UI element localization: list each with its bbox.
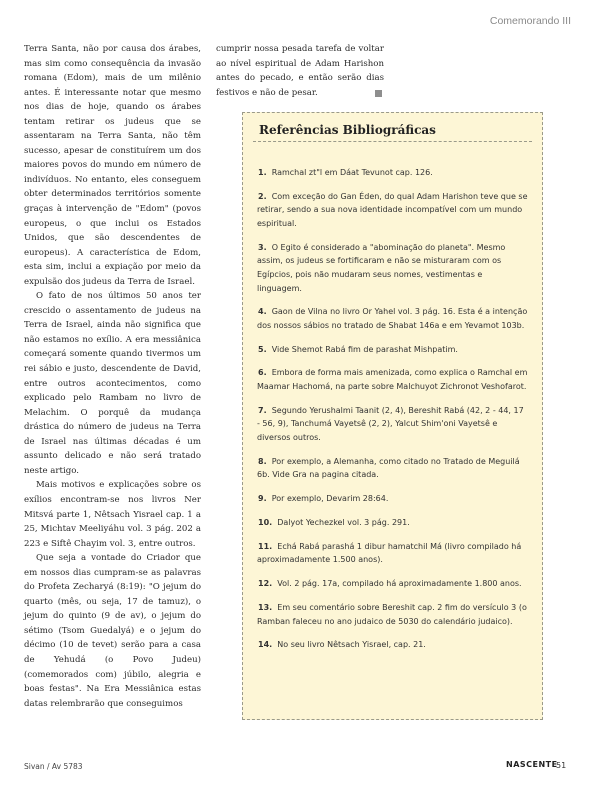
- reference-item: [257, 366, 529, 393]
- body-paragraph: Terra Santa, não por causa dos árabes, mas sim como consequência da invasão romana (Edom), mais de um milênio antes. É interessante notar que mesmo nos dias de hoje, quando os árabes tentam retirar os judeus que se assentaram na Terra Santa, não têm sucesso, apesar de constituírem um dos maiores povos do mundo em número de indivíduos. No entanto, eles conseguem obter determinados territórios somente graças à intervenção de "Edom" (povos europeus, o que inclui os Estados Unidos, que são descendentes de europeus). A característica de Edom, esta sim, inclui a expiação por meio da expulsão dos judeus da Terra de Israel.: [24, 44, 201, 287]
- reference-item: [257, 638, 529, 652]
- reference-number: 14.: [258, 640, 273, 650]
- reference-text: No seu livro Nêtsach Yisrael, cap. 21.: [277, 640, 426, 650]
- reference-text: Por exemplo, a Alemanha, como citado no Tratado de Meguilá 6b. Vide Gra na pagina citada.: [257, 456, 520, 480]
- reference-number: 4.: [258, 307, 267, 317]
- reference-item: [257, 540, 529, 567]
- reference-text: Vide Shemot Rabá fim de parashat Mishpatim.: [271, 344, 458, 354]
- reference-item: [257, 455, 529, 482]
- reference-number: 3.: [258, 242, 267, 252]
- body-paragraph: Que seja a vontade do Criador que em nossos dias cumpram-se as palavras do Profeta Zecharyá (8:19): "O jejum do quarto (mês, ou seja, 17 de tamuz), o jejum do quinto (9 de av), o jejum do sétimo (Tsom Guedalyá) e o jejum do décimo (10 de tevet) serão para a casa de Yehudá (o Povo Judeu) (comemorados com) júbilo, alegria e boas festas". Na Era Messiânica estas datas relembrarão que conseguimos: [24, 553, 201, 709]
- reference-number: 13.: [258, 602, 273, 612]
- references-title: Referências Bibliográficas: [259, 123, 436, 137]
- reference-item: [257, 343, 529, 357]
- divider: [253, 141, 532, 142]
- reference-text: Vol. 2 pág. 17a, compilado há aproximadamente 1.800 anos.: [277, 579, 522, 589]
- body-column-right: [216, 42, 384, 100]
- reference-text: Em seu comentário sobre Bereshit cap. 2 fim do versículo 3 (o Ramban faleceu no ano judaico de 5030 do calendário judaico).: [257, 602, 527, 626]
- reference-number: 8.: [258, 456, 267, 466]
- reference-number: 10.: [258, 517, 273, 527]
- reference-text: O Egito é considerado a "abominação do planeta". Mesmo assim, os judeus se fortificaram e não se misturaram com os Egípcios, pois não mudaram seus nomes, vestimentas e linguagem.: [257, 242, 506, 293]
- issue-label: Sivan / Av 5783: [24, 762, 83, 771]
- reference-text: Gaon de Vilna no livro Or Yahel vol. 3 pág. 16. Esta é a intenção dos nossos sábios no tratado de Shabat 146a e em Yevamot 103b.: [257, 307, 528, 330]
- reference-text: Echá Rabá parashá 1 dibur hamatchil Má (livro compilado há aproximadamente 1.500 anos).: [257, 541, 522, 565]
- reference-item: [257, 241, 529, 295]
- reference-number: 12.: [258, 579, 273, 589]
- reference-text: Embora de forma mais amenizada, como explica o Ramchal em Maamar Hachomá, na parte sobre Malchuyot Zichronot Veshofarot.: [257, 368, 528, 392]
- reference-number: 2.: [258, 191, 267, 201]
- reference-number: 5.: [258, 344, 267, 354]
- reference-item: [257, 190, 529, 231]
- reference-item: [257, 516, 529, 530]
- magazine-logo: NASCENTE: [506, 760, 558, 769]
- references-list: [257, 166, 529, 662]
- reference-item: [257, 166, 529, 180]
- reference-text: Dalyot Yechezkel vol. 3 pág. 291.: [277, 517, 410, 527]
- reference-item: [257, 577, 529, 591]
- reference-item: [257, 305, 529, 332]
- reference-text: Segundo Yerushalmi Taanit (2, 4), Bereshit Rabá (42, 2 - 44, 17 - 56, 9), Tanchumá Vayetsê (2, 2), Yalcut Shim'oni Vayetsê e diversos outros.: [257, 405, 524, 443]
- reference-number: 11.: [258, 541, 273, 551]
- reference-text: Ramchal zt"l em Dáat Tevunot cap. 126.: [271, 168, 433, 177]
- reference-item: [257, 404, 529, 445]
- body-paragraph: Mais motivos e explicações sobre os exílios encontram-se nos livros Ner Mitsvá parte 1, Nêtsach Yisrael cap. 1 a 25, Michtav Meeliyáhu vol. 3 pág. 202 a 223 e Siftê Chayim vol. 3, entre outros.: [24, 480, 201, 549]
- running-header: Comemorando III: [489, 15, 571, 27]
- reference-number: 9.: [258, 494, 267, 504]
- reference-text: Por exemplo, Devarim 28:64.: [271, 494, 389, 504]
- reference-item: [257, 601, 529, 628]
- reference-number: 7.: [258, 405, 267, 415]
- body-paragraph: O fato de nos últimos 50 anos ter crescido o assentamento de judeus na Terra de Israel, ainda não significa que não estamos no exílio. A era messiânica começará somente quando tivermos um rei sábio e justo, descendente de David, entre outros acontecimentos, como explicado pelo Rambam no livro de Melachim. O porquê da mudança drástica do número de judeus na Terra de Israel nas últimas décadas é um assunto delicado e não será tratado neste artigo.: [24, 291, 201, 476]
- reference-text: Com exceção do Gan Éden, do qual Adam Harishon teve que se retirar, sendo a sua nova identidade incompatível com um mundo espiritual.: [257, 191, 528, 228]
- reference-item: [257, 492, 529, 506]
- body-column-left: [24, 42, 201, 711]
- references-box: [242, 112, 543, 720]
- body-paragraph: cumprir nossa pesada tarefa de voltar ao nível espiritual de Adam Harishon antes do pecado, e então serão dias festivos e não de pesar.: [216, 44, 384, 98]
- page-number: 51: [556, 761, 567, 770]
- reference-number: 6.: [258, 368, 267, 378]
- end-of-article-mark-icon: [375, 90, 382, 97]
- reference-number: 1.: [258, 168, 267, 177]
